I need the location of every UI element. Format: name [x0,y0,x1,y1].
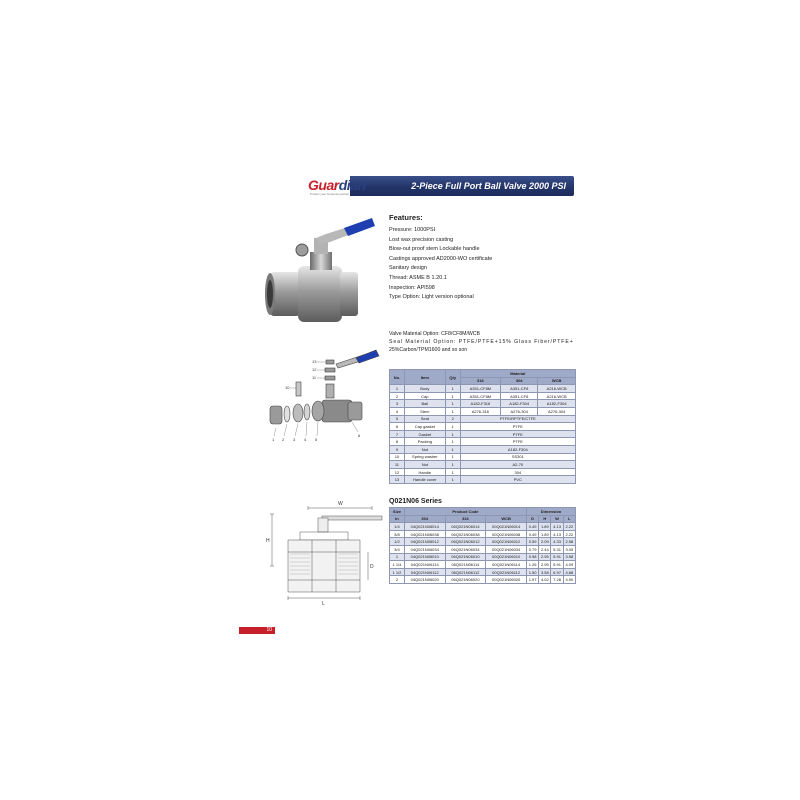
table-cell: 2 [445,415,460,423]
table-cell: 00Q021N06020 [486,576,527,584]
exploded-view-diagram [262,348,387,453]
table-cell: 00Q021N06014 [486,523,527,531]
table-cell: A276-304 [501,407,538,415]
table-cell: 00Q021N06114 [486,561,527,569]
table-cell: 4.02 [539,576,551,584]
table-cell: 9 [390,445,405,453]
callout-label: 1 [272,437,275,442]
col-304: 304 [501,377,538,385]
brand-name-blue: dian [338,177,366,193]
col-wcb: WCB [538,377,576,385]
table-cell: 04Q021N06020 [404,576,445,584]
table-row [390,538,576,546]
table-cell: 0.49 [526,523,538,531]
table-cell: 10 [390,453,405,461]
table-row [390,415,576,423]
page-number-tab [239,627,275,634]
col-item: Item [404,370,445,385]
table-cell: 7.28 [551,576,563,584]
features-title: Features: [389,213,423,222]
table-cell: 4 [390,407,405,415]
col-material: Material [460,370,575,378]
callout-label: 12 [312,367,317,372]
table-cell: A182-F304 [538,400,576,408]
table-cell: 1 [445,385,460,393]
table-cell: 1.97 [526,576,538,584]
table-cell: 1 [445,453,460,461]
table-cell: PTFE [460,423,575,431]
table-row [390,561,576,569]
table-cell: 04Q021N06012 [404,538,445,546]
series-table [389,507,576,584]
table-cell: 4.90 [563,576,575,584]
table-cell: 00Q021N06010 [486,553,527,561]
table-cell: 1/4 [390,523,405,531]
col-h: H [539,515,551,523]
table-cell: 1 [445,392,460,400]
table-cell: 0.79 [526,545,538,553]
table-cell: Seat [404,415,445,423]
col-d: D [526,515,538,523]
table-row [390,407,576,415]
table-cell: A2-70 [460,461,575,469]
table-cell: PTFE [460,430,575,438]
dim-label-w: W [338,501,343,507]
table-cell: 5 [390,415,405,423]
dim-label-h: H [266,538,270,544]
feature-item: Thread: ASME B 1.20.1 [389,274,447,281]
material-table-body [390,385,576,484]
page-number: 10 [266,627,272,633]
col-qty: Qty [445,370,460,385]
dim-label-l: L [322,601,325,606]
table-cell: 2.58 [563,538,575,546]
table-cell: 2.22 [563,530,575,538]
table-cell: 6 [390,423,405,431]
valve-photo [260,216,380,326]
feature-item: Pressure: 1000PSI [389,227,436,233]
material-table [389,369,576,484]
table-cell: 00Q021N06012 [486,538,527,546]
table-cell: 2.95 [539,561,551,569]
table-cell: 1 [445,461,460,469]
callout-label: 2 [282,437,285,442]
col-wcb: WCB [486,515,527,523]
brand-name-red: Guar [308,177,339,193]
table-cell: 3.05 [563,545,575,553]
table-cell: 4.13 [551,523,563,531]
table-cell: Handle cover [404,476,445,484]
table-cell: A351-CF8M [460,392,500,400]
table-cell: 1 [445,430,460,438]
table-cell: 1 [445,400,460,408]
table-cell: 1 [445,468,460,476]
table-row [390,468,576,476]
table-cell: 1 1/4 [390,561,405,569]
col-316: 316 [460,377,500,385]
table-cell: 06Q021N06010 [445,553,486,561]
table-cell: Gasket [404,430,445,438]
feature-item: Sanitary design [389,265,427,272]
col-w: W [551,515,563,523]
table-row [390,392,576,400]
feature-item: Inspection: API598 [389,284,435,291]
brand-tagline: Protect your business partner [310,192,350,196]
catalog-page [238,176,578,636]
table-row [390,430,576,438]
table-cell: PTFE [460,438,575,446]
table-row [390,461,576,469]
table-cell: 2.09 [539,538,551,546]
table-cell: 4.33 [551,538,563,546]
table-row [390,445,576,453]
table-cell: 04Q021N06010 [404,553,445,561]
table-cell: 2.22 [563,523,575,531]
table-row [390,385,576,393]
valve-material-option: Valve Material Option: CF8/CF8M/WCB [389,331,480,337]
seal-material-option-cont: 25%Carbon/TPM1600 and so son [389,347,468,353]
col-316: 316 [445,515,486,523]
table-cell: 5.91 [551,561,563,569]
col-dimension: Dimension [526,508,575,516]
callout-label: 10 [285,385,290,390]
callout-label: 13 [312,359,317,364]
feature-item: Castings approved AD2000-WO certificate [389,255,493,262]
table-cell: Stem [404,407,445,415]
callout-label: 5 [315,437,318,442]
table-cell: Packing [404,438,445,446]
table-cell: 1.89 [539,523,551,531]
table-cell: PVC [460,476,575,484]
table-cell: A351-CF8 [501,392,538,400]
table-cell: 1 [445,445,460,453]
dimension-drawing [260,496,385,606]
table-cell: 2 [390,576,405,584]
table-cell: A182-F304 [501,400,538,408]
col-304: 304 [404,515,445,523]
table-cell: 06Q021N06034 [445,545,486,553]
table-cell: Cap gasket [404,423,445,431]
table-cell: 6.97 [551,568,563,576]
callout-label: 11 [312,375,317,380]
table-cell: 2.44 [539,545,551,553]
table-cell: 13 [390,476,405,484]
table-cell: 3.58 [563,553,575,561]
table-cell: 04Q021N06014 [404,523,445,531]
seal-material-option: Seal Material Option: PTFE/PTFE+15% Glass Fiber/PTFE+ [389,339,574,345]
table-cell: 06Q021N06020 [445,576,486,584]
table-row [390,400,576,408]
callout-label: 4 [304,437,307,442]
table-cell: 3/4 [390,545,405,553]
table-cell: A216-WCB [538,385,576,393]
table-cell: Handle [404,468,445,476]
table-cell: 5.31 [551,545,563,553]
table-cell: 06Q021N06112 [445,568,486,576]
table-cell: 0.98 [526,553,538,561]
table-cell: 4.88 [563,568,575,576]
table-cell: 04Q021N06034 [404,545,445,553]
table-cell: 5.91 [551,553,563,561]
table-cell: 1 [445,407,460,415]
feature-item: Lost wax precision casting [389,236,454,243]
table-row [390,438,576,446]
series-title: Q021N06 Series [389,498,442,505]
table-cell: 06Q021N06114 [445,561,486,569]
features-list [389,226,492,303]
table-cell: 4.13 [551,530,563,538]
table-cell: 0.49 [526,530,538,538]
table-cell: Nut [404,445,445,453]
table-cell: 04Q021N06114 [404,561,445,569]
callout-label: 6 [358,433,361,438]
table-cell: 1 [445,476,460,484]
table-cell: SS301 [460,453,575,461]
dim-label-d: D [370,564,374,570]
table-cell: 06Q021N06014 [445,523,486,531]
col-l: L [563,515,575,523]
table-cell: 304 [460,468,575,476]
brand-name [308,177,365,193]
table-row [390,576,576,584]
table-cell: 00Q021N06038 [486,530,527,538]
table-cell: 2.95 [539,553,551,561]
table-row [390,553,576,561]
table-cell: 4.09 [563,561,575,569]
table-cell: 1.50 [526,568,538,576]
table-cell: 1 [390,385,405,393]
table-cell: A216-WCB [538,392,576,400]
table-cell: 3/8 [390,530,405,538]
table-row [390,423,576,431]
table-cell: Nut [404,461,445,469]
table-cell: 12 [390,468,405,476]
table-cell: PTFE/RPTFE/CTFE [460,415,575,423]
table-cell: Ball [404,400,445,408]
col-product-code: Product Code [404,508,526,516]
table-cell: A182-F316 [460,400,500,408]
table-row [390,530,576,538]
table-cell: A351-CF8M [460,385,500,393]
table-cell: 04Q021N06038 [404,530,445,538]
table-cell: 11 [390,461,405,469]
table-row [390,523,576,531]
table-cell: 00Q021N06112 [486,568,527,576]
table-cell: 1 [390,553,405,561]
table-cell: 3 [390,400,405,408]
table-cell: 1/2 [390,538,405,546]
table-cell: 1.89 [539,530,551,538]
col-in: In [390,515,405,523]
table-cell: Body [404,385,445,393]
table-cell: 00Q021N06034 [486,545,527,553]
col-no: No. [390,370,405,385]
table-row [390,568,576,576]
table-cell: 0.59 [526,538,538,546]
table-cell: 06Q021N06038 [445,530,486,538]
table-cell: 04Q021N06112 [404,568,445,576]
table-cell: Cap [404,392,445,400]
page-title: 2-Piece Full Port Ball Valve 2000 PSI [411,181,566,191]
table-cell: A276-316 [460,407,500,415]
col-size: Size [390,508,405,516]
callout-label: 3 [293,437,296,442]
table-row [390,476,576,484]
table-cell: 2 [390,392,405,400]
feature-item: Blow-out proof stem Lockable handle [389,246,480,253]
brand-logo [270,175,366,197]
feature-item: Type Option: Light version optional [389,294,474,301]
table-row [390,545,576,553]
table-row [390,453,576,461]
table-cell: 1 [445,423,460,431]
table-cell: 3.58 [539,568,551,576]
table-cell: A182-F304 [460,445,575,453]
table-cell: A276-304 [538,407,576,415]
table-cell: 1 1/2 [390,568,405,576]
table-cell: Spring washer [404,453,445,461]
table-cell: A351-CF8 [501,385,538,393]
table-cell: 1 [445,438,460,446]
series-table-body [390,523,576,584]
table-cell: 8 [390,438,405,446]
table-cell: 1.26 [526,561,538,569]
table-cell: 7 [390,430,405,438]
table-cell: 06Q021N06012 [445,538,486,546]
